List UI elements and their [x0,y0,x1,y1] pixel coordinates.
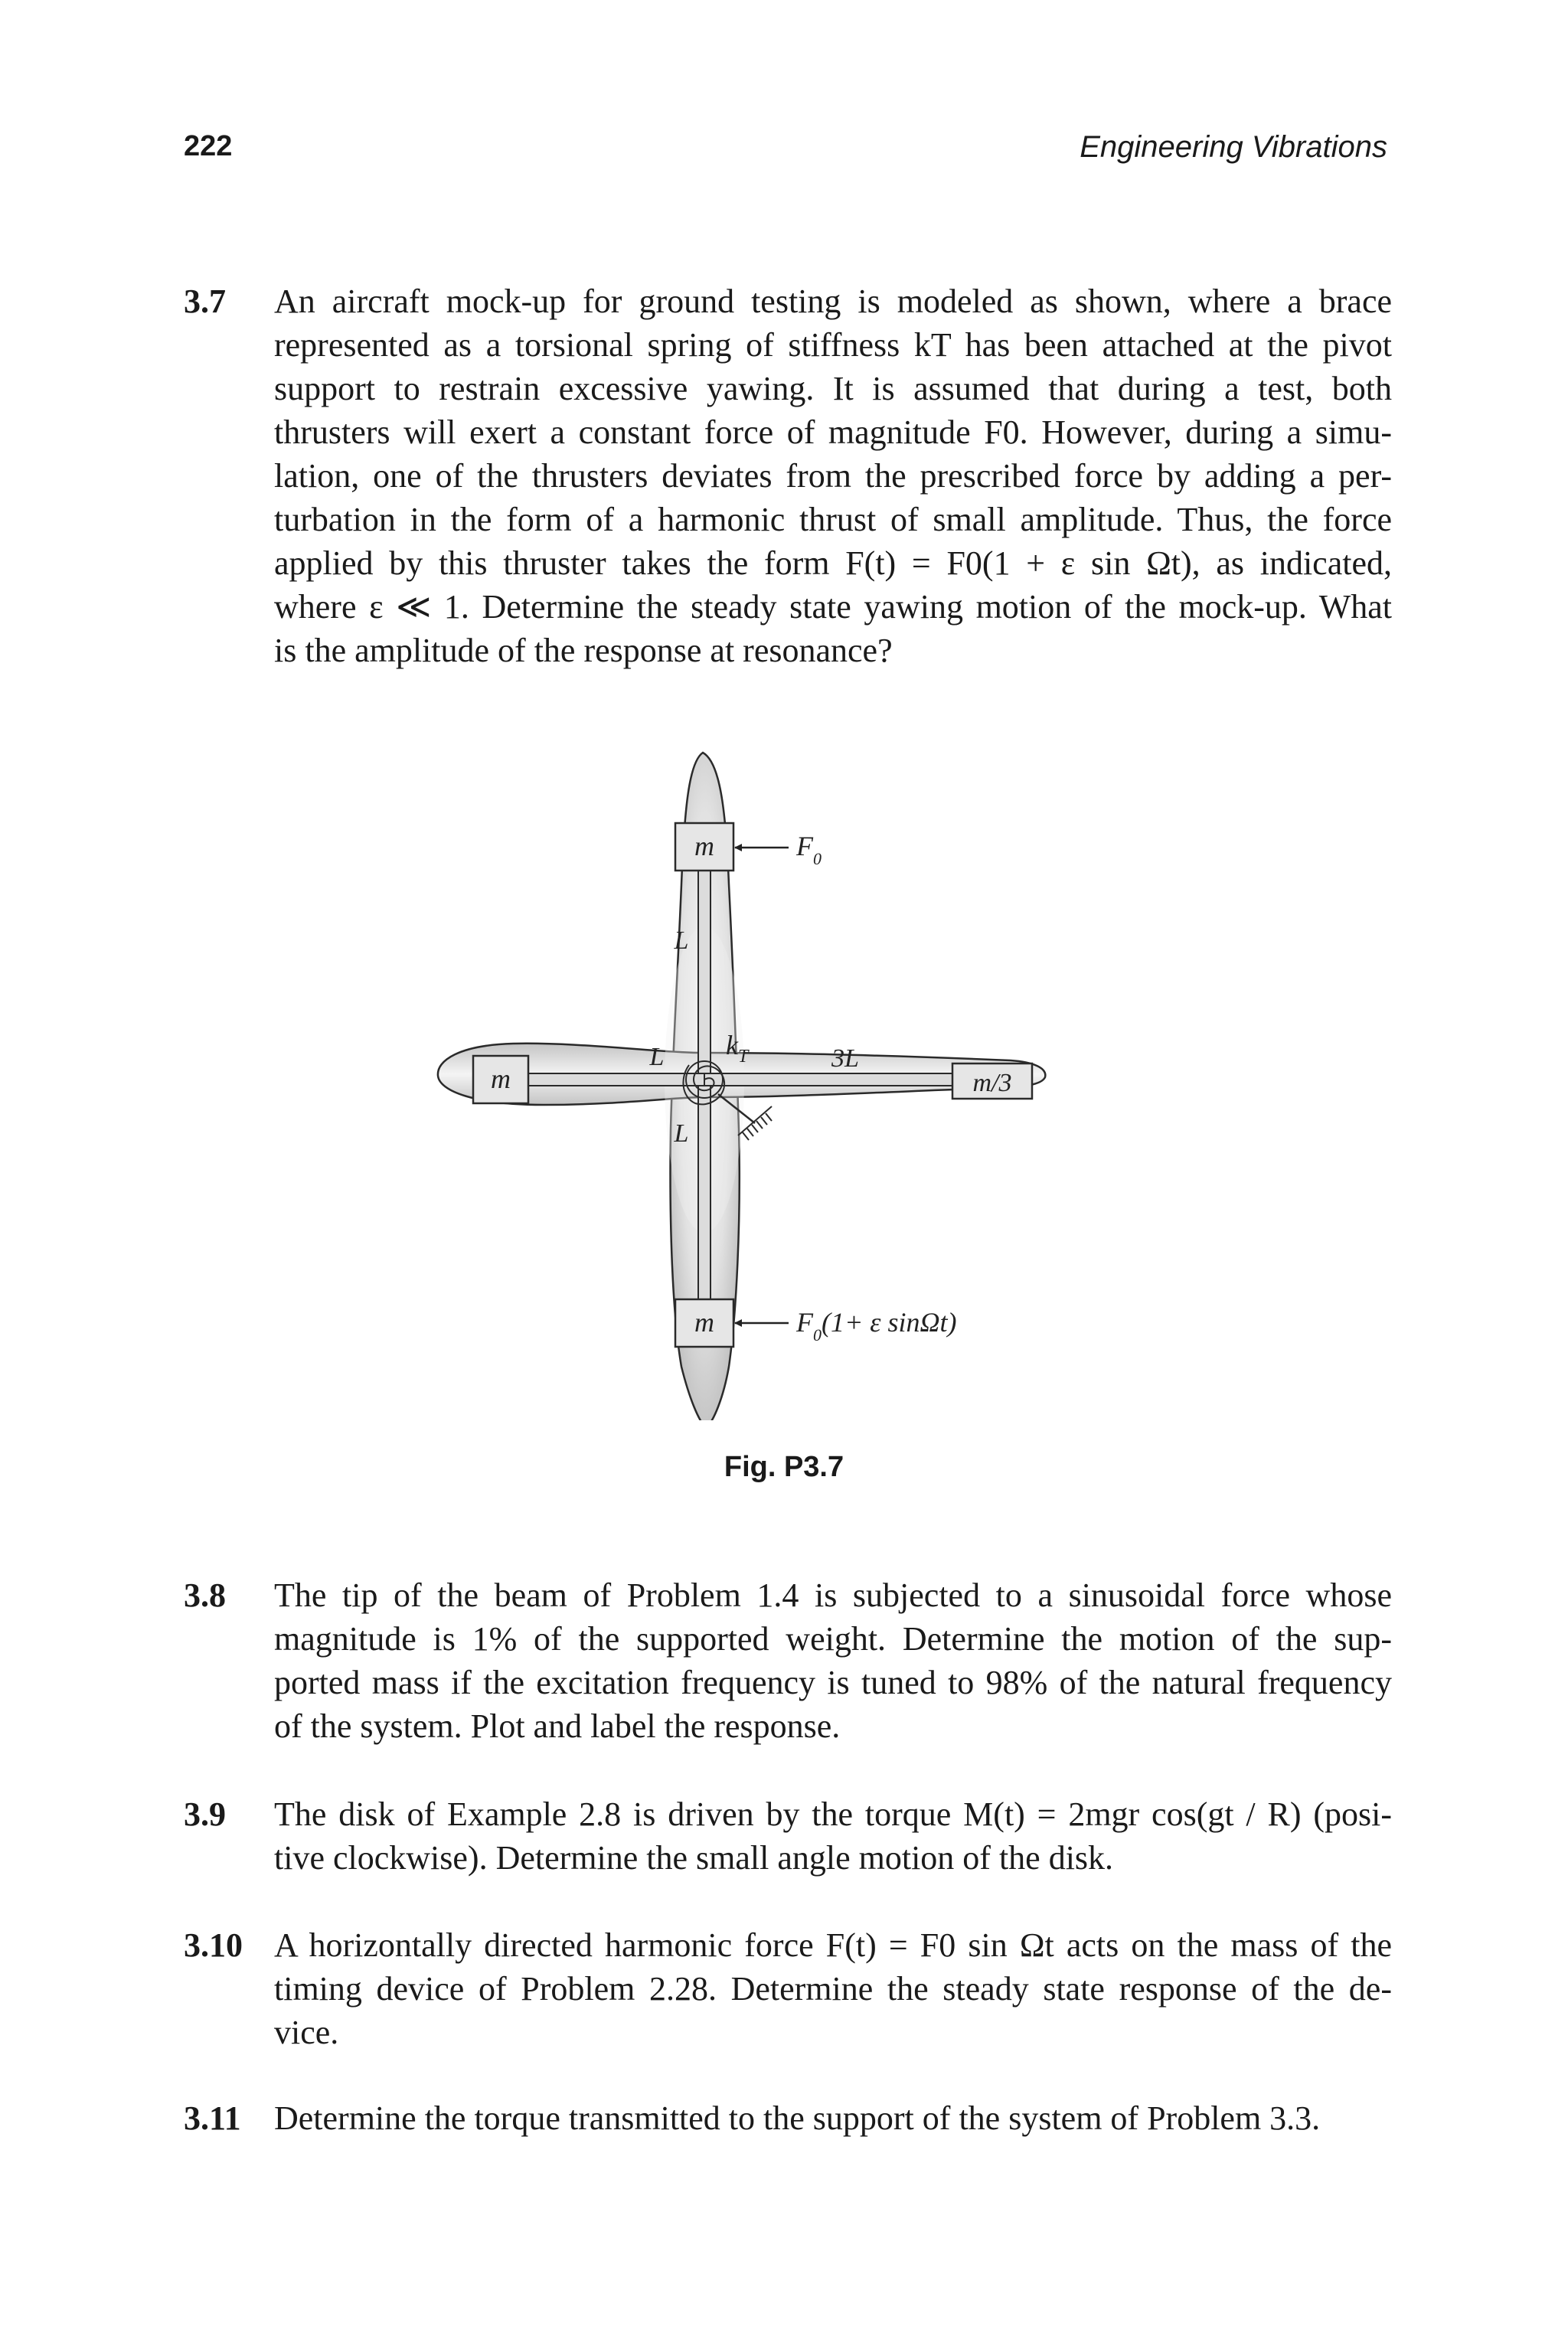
figure-caption: Fig. P3.7 [724,1451,844,1483]
text-line: thrusters will exert a constant force of magnitude F0. However, during a simu- [274,413,1392,451]
problem-number: 3.7 [184,283,226,320]
problem-text [274,2096,1392,2140]
problem-3-7 [184,279,1392,672]
problem-number: 3.8 [184,1576,226,1614]
problem-3-11 [184,2096,1392,2140]
length-top-label: L [674,926,689,955]
problem-text [274,1573,1392,1748]
text-line: where ε ≪ 1. Determine the steady state yawing motion of the mock-up. What [274,588,1392,626]
mass-bottom-label: m [694,1307,714,1338]
problem-number: 3.11 [184,2099,241,2137]
text-line: An aircraft mock-up for ground testing is modeled as shown, where a brace [274,283,1392,320]
running-head: Engineering Vibrations [1080,130,1387,164]
spring-stiffness-label: $k_T$ [726,1030,749,1067]
length-bottom-label: L [674,1119,689,1148]
problem-3-9 [184,1792,1392,1880]
force-bottom-label: $F_0(1+ \varepsilon$ sinΩt) [796,1307,957,1344]
page-header [184,130,1387,176]
mass-left-label: m [491,1063,511,1094]
text-line: represented as a torsional spring of stiffness kT has been attached at the pivot [274,326,1392,364]
aircraft-figure [429,731,1164,1420]
text-line: The disk of Example 2.8 is driven by the torque M(t) = 2mgr cos(gt / R) (posi- [274,1795,1392,1833]
text-line: lation, one of the thrusters deviates from the prescribed force by adding a per- [274,457,1392,495]
rod-left [519,1073,704,1086]
text-line: applied by this thruster takes the form F(t) = F0(1 + ε sin Ωt), as indicated, [274,544,1392,582]
rod-right [704,1073,957,1086]
text-line: magnitude is 1% of the supported weight. Determine the motion of the sup- [274,1620,1392,1658]
problem-3-8 [184,1573,1392,1748]
problem-number: 3.9 [184,1795,226,1833]
text-line: A horizontally directed harmonic force F(t) = F0 sin Ωt acts on the mass of the [274,1926,1392,1964]
text-line: ported mass if the excitation frequency is tuned to 98% of the natural frequency [274,1664,1392,1701]
text-line: is the amplitude of the response at resonance? [274,632,893,669]
text-line: The tip of the beam of Problem 1.4 is subjected to a sinusoidal force whose [274,1576,1392,1614]
problem-number: 3.10 [184,1926,243,1964]
text-line: of the system. Plot and label the response. [274,1707,841,1745]
length-left-label: L [649,1043,665,1071]
page-number: 222 [184,130,233,162]
problem-3-10 [184,1923,1392,2054]
text-line: tive clockwise). Determine the small angle motion of the disk. [274,1839,1114,1877]
text-line: Determine the torque transmitted to the support of the system of Problem 3.3. [274,2099,1321,2137]
text-line: timing device of Problem 2.28. Determine the steady state response of the de- [274,1970,1392,2008]
mass-right-label: m/3 [972,1069,1012,1097]
mass-top-label: m [694,831,714,861]
problem-text [274,1923,1392,2054]
text-line: support to restrain excessive yawing. It is assumed that during a test, both [274,370,1392,407]
text-line: turbation in the form of a harmonic thrust of small amplitude. Thus, the force [274,501,1392,538]
text-line: vice. [274,2014,339,2051]
problem-text [274,1792,1392,1880]
force-top-label: $F_0$ [796,831,822,868]
length-right-label: 3L [831,1044,859,1073]
problem-text [274,279,1392,672]
